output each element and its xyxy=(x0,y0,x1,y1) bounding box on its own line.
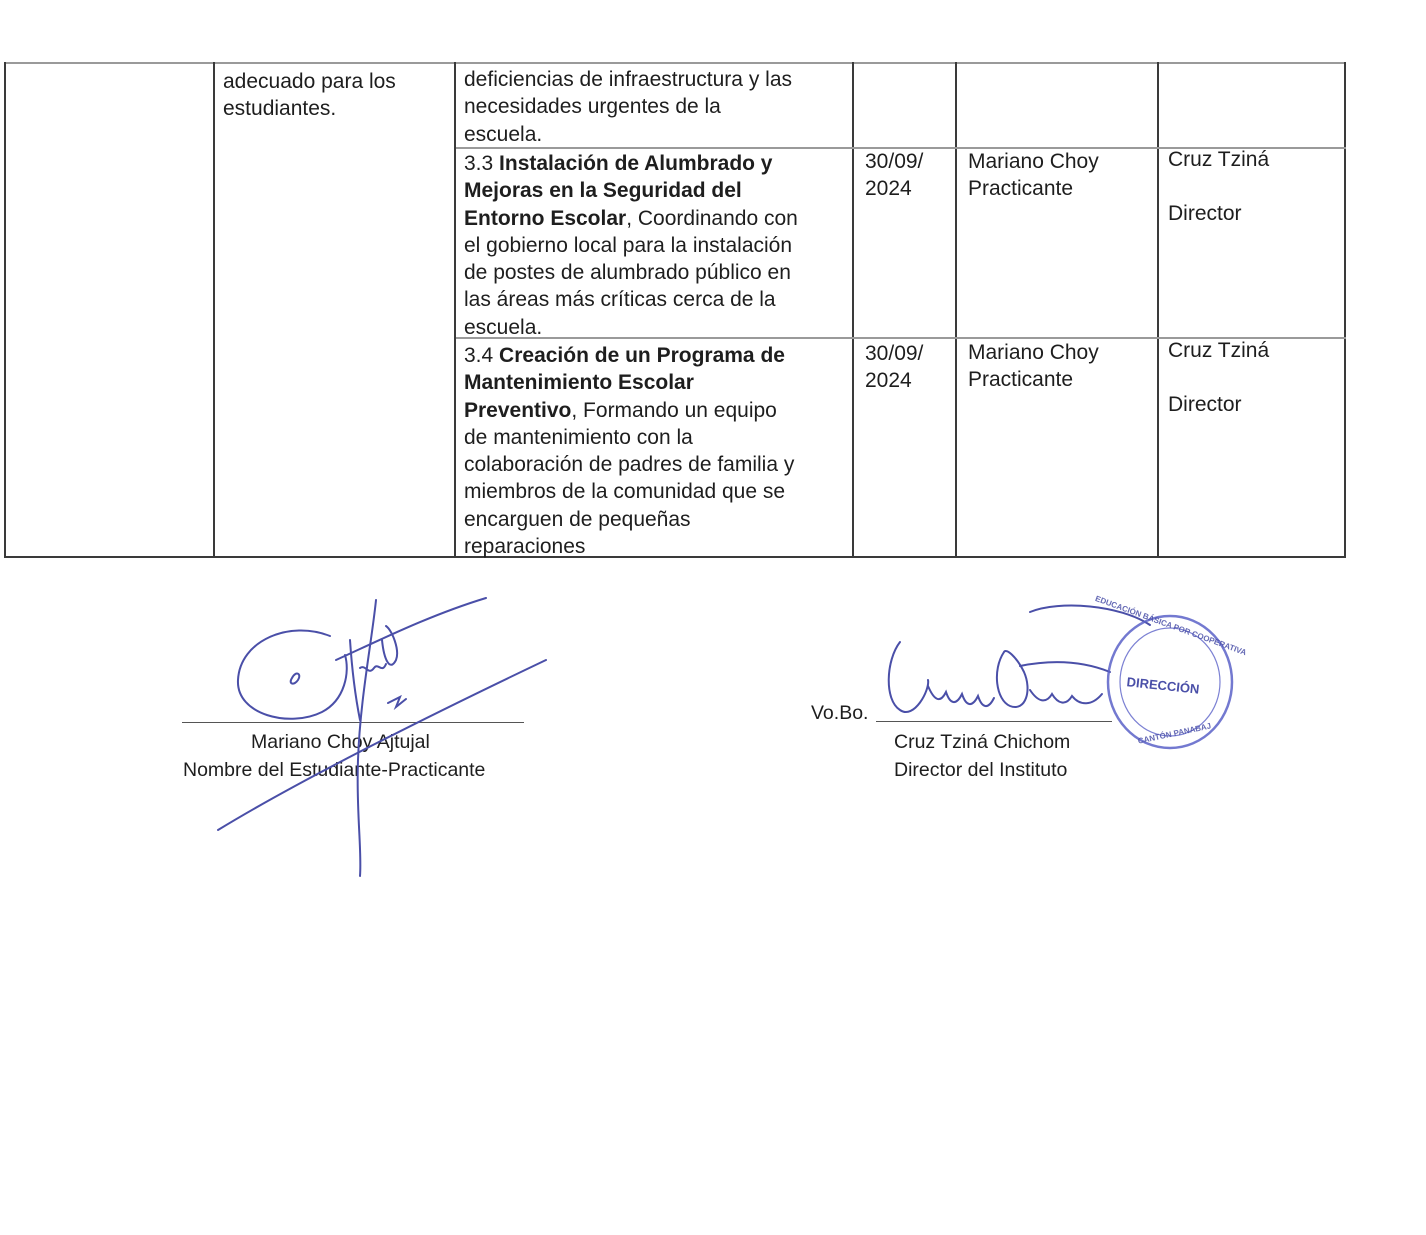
activity-description: escuela. xyxy=(464,315,543,339)
stamp-top-text: EDUCACIÓN BÁSICA POR COOPERATIVA xyxy=(1093,594,1248,658)
responsible-name: Mariano Choy xyxy=(968,341,1099,364)
date-line: 30/09/ xyxy=(865,150,924,173)
approver-role: Director xyxy=(1168,202,1242,226)
responsible-role: Practicante xyxy=(968,368,1074,392)
activity-line: deficiencias de infraestructura y las xyxy=(464,68,792,91)
approver-name: Cruz Tziná xyxy=(1168,148,1270,171)
director-name: Cruz Tziná Chichom xyxy=(894,731,1071,753)
activity-description: de postes de alumbrado público en xyxy=(464,261,791,285)
activity-description: de mantenimiento con la xyxy=(464,425,693,449)
date-line: 30/09/ xyxy=(865,342,924,365)
student-role: Nombre del Estudiante-Practicante xyxy=(183,759,486,781)
student-name: Mariano Choy Ajtujal xyxy=(251,731,430,753)
activity-title: Mantenimiento Escolar xyxy=(464,371,694,395)
responsible-name: Mariano Choy xyxy=(968,150,1099,173)
student-signature-drawing xyxy=(218,598,546,876)
institute-stamp xyxy=(1094,594,1248,748)
activity-title: Creación de un Programa de xyxy=(499,344,785,367)
approver-role: Director xyxy=(1168,393,1242,417)
activity-title: Mejoras en la Seguridad del xyxy=(464,179,742,203)
activity-description: reparaciones xyxy=(464,535,586,559)
objective-line-1: adecuado para los xyxy=(223,70,396,93)
director-role: Director del Instituto xyxy=(894,759,1068,781)
activity-description: colaboración de padres de familia y xyxy=(464,453,795,477)
stamp-bottom-text: CANTÓN PANABAJ xyxy=(1137,721,1212,746)
objective-line-2: estudiantes. xyxy=(223,97,337,121)
activity-number: 3.4 xyxy=(464,344,494,367)
date-line: 2024 xyxy=(865,369,912,393)
activity-line: escuela. xyxy=(464,122,543,146)
activity-description: el gobierno local para la instalación xyxy=(464,233,793,257)
stamp-center-text: DIRECCIÓN xyxy=(1125,674,1201,697)
activity-title: Entorno Escolar xyxy=(464,206,627,230)
activity-description: encarguen de pequeñas xyxy=(464,507,691,531)
activity-title: Instalación de Alumbrado y xyxy=(499,152,773,175)
activity-description: las áreas más críticas cerca de la xyxy=(464,288,776,312)
responsible-role: Practicante xyxy=(968,177,1074,201)
activity-line: necesidades urgentes de la xyxy=(464,95,721,119)
activity-title: Preventivo xyxy=(464,398,572,422)
activity-number: 3.3 xyxy=(464,152,494,175)
activity-description: miembros de la comunidad que se xyxy=(464,480,786,504)
activity-description: , Coordinando con xyxy=(626,206,798,230)
activity-description: , Formando un equipo xyxy=(571,398,777,422)
vobo-label: Vo.Bo. xyxy=(811,702,869,724)
date-line: 2024 xyxy=(865,177,912,201)
approver-name: Cruz Tziná xyxy=(1168,339,1270,362)
